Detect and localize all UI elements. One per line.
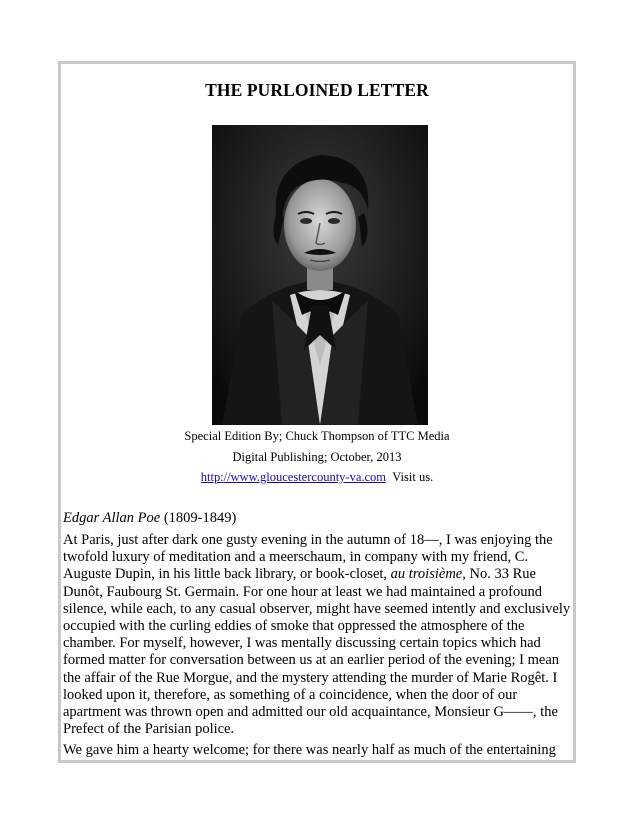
paragraph-1-text-b: , No. 33 Rue Dunôt, Faubourg St. Germain. For one hour at least we had maintained a profound silence, while each, to any casual observer, might have seemed intently and exclusively occupied with the curling eddies of smoke that oppressed the atmosphere of the chamber. For myself, however, I was mentally discussing certain topics which had formed matter for conversation between us at an earlier period of the evening; I mean the affair of the Rue Morgue, and the mystery attending the murder of Marie Rogêt. I looked upon it, therefore, as something of a coincidence, when the door of our apartment was thrown open and admitted our old acquaintance, Monsieur G——, the Prefect of the Parisian police. [63,566,571,738]
paragraph-2: We gave him a hearty welcome; for there was nearly half as much of the entertaining [63,742,556,759]
author-dates: (1809-1849) [163,510,237,526]
caption-link-line [61,470,573,485]
page-frame [58,61,576,763]
document-title: THE PURLOINED LETTER [205,80,429,100]
paragraph-1-text-a: At Paris, just after dark one gusty evening in the autumn of 18—, I was enjoying the twofold luxury of meditation and a meerschaum, in company with my friend, C. Auguste Dupin, in his little back library, or book-closet, [63,532,553,583]
story-body [63,532,571,760]
paragraph-1 [63,532,571,738]
author-name: Edgar Allan Poe [63,510,161,526]
caption-edition: Special Edition By; Chuck Thompson of TTC Media [184,429,450,443]
paragraph-1-italic: au troisième [390,566,463,583]
visit-us-text: Visit us. [392,470,434,484]
caption-publishing: Digital Publishing; October, 2013 [232,450,402,464]
website-link[interactable]: http://www.gloucestercounty-va.com [200,470,387,484]
author-portrait [212,125,428,425]
author-line [63,510,236,527]
portrait-image [212,125,428,425]
